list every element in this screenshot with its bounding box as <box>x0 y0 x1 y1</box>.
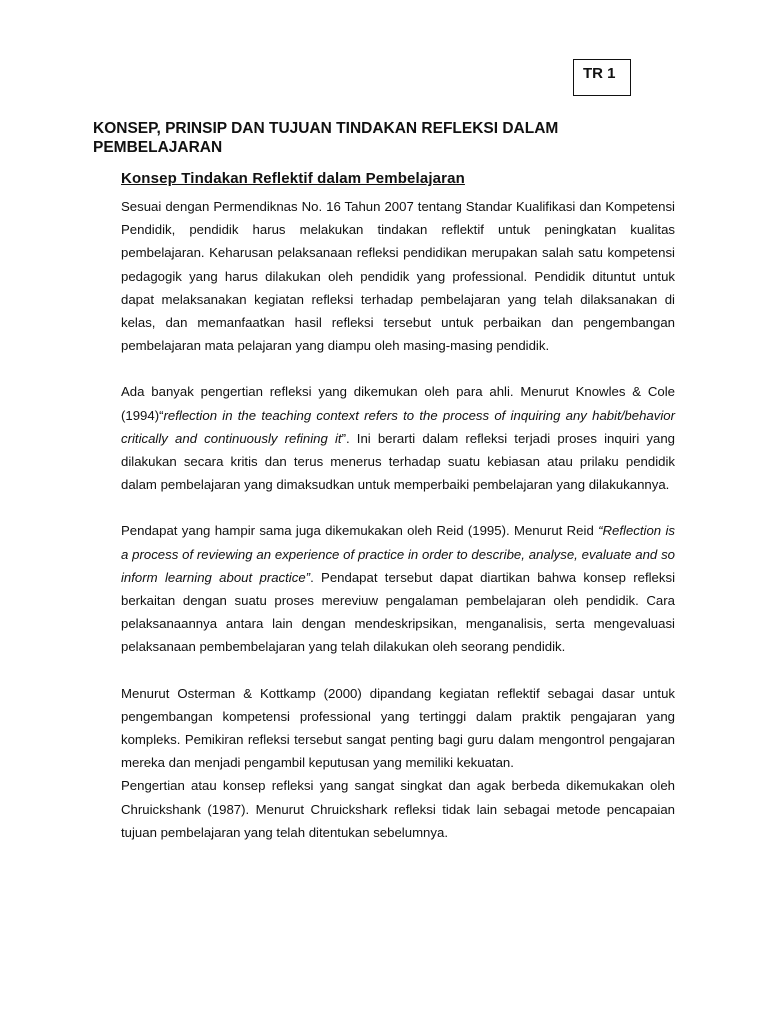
section-heading: Konsep Tindakan Reflektif dalam Pembelajaran <box>121 170 465 187</box>
paragraph-3-text-a: Pendapat yang hampir sama juga dikemukakan oleh Reid (1995). Menurut Reid <box>121 523 599 539</box>
paragraph-4: Menurut Osterman & Kottkamp (2000) dipandang kegiatan reflektif sebagai dasar untuk pengembangan kompetensi professional yang tertinggi dalam praktik pengajaran yang kompleks. Pemikiran refleksi tersebut sangat penting bagi guru dalam mengontrol pengajaran mereka dan menjadi pengambil keputusan yang memiliki kekuatan. <box>121 685 675 771</box>
paragraph-1: Sesuai dengan Permendiknas No. 16 Tahun 2007 tentang Standar Kualifikasi dan Kompetensi Pendidik, pendidik harus melakukan tindakan reflektif untuk peningkatan kualitas pembelajaran. Keharusan pelaksanaan refleksi pendidikan merupakan salah satu kompetensi pedagogik yang harus dilakukan oleh pendidik yang professional. Pendidik dituntut untuk dapat melaksanakan kegiatan refleksi terhadap pembelajaran yang telah dilaksanakan di kelas, dan memanfaatkan hasil refleksi tersebut untuk perbaikan dan pengembangan pembelajaran mata pelajaran yang diampu oleh masing-masing pendidik. <box>121 199 675 354</box>
paragraph-3-quote: “Reflection is a process of reviewing an experience of practice in order to describe, analyse, evaluate and so inform learning about practice” <box>121 523 675 585</box>
paragraph-3-text-b: . Pendapat tersebut dapat diartikan bahwa konsep refleksi berkaitan dengan suatu proses mereviuw pengalaman pembelajaran oleh pendidik. Cara pelaksanaannya antara lain dengan mendeskripsikan, menganalisis, serta mengevaluasi pelaksanaan pembembelajaran yang telah dilakukan oleh seorang pendidik. <box>121 569 675 655</box>
paragraph-3 <box>121 519 675 658</box>
document-code-box <box>573 59 631 96</box>
paragraph-5: Pengertian atau konsep refleksi yang sangat singkat dan agak berbeda dikemukakan oleh Chruickshank (1987). Menurut Chruickshark refleksi tidak lain sebagai metode pencapaian tujuan pembelajaran yang telah ditentukan sebelumnya. <box>121 778 675 840</box>
document-title: KONSEP, PRINSIP DAN TUJUAN TINDAKAN REFLEKSI DALAM PEMBELAJARAN <box>93 120 559 156</box>
paragraph-2-text-b: ”. Ini berarti dalam refleksi terjadi proses inquiri yang dilakukan secara kritis dan terus menerus terhadap suatu kebiasan atau prilaku pendidik dalam pembelajaran yang dimaksudkan untuk memperbaiki pembelajaran yang dilakukannya. <box>121 430 675 493</box>
document-body <box>121 195 675 867</box>
paragraph-2-quote: reflection in the teaching context refers to the process of inquiring any habit/behavior critically and continuously refining it <box>121 407 675 446</box>
paragraph-2 <box>121 380 675 496</box>
paragraph-2-text-a: Ada banyak pengertian refleksi yang dikemukan oleh para ahli. Menurut Knowles & Cole (1994)“ <box>121 384 675 423</box>
document-code: TR 1 <box>583 65 616 82</box>
